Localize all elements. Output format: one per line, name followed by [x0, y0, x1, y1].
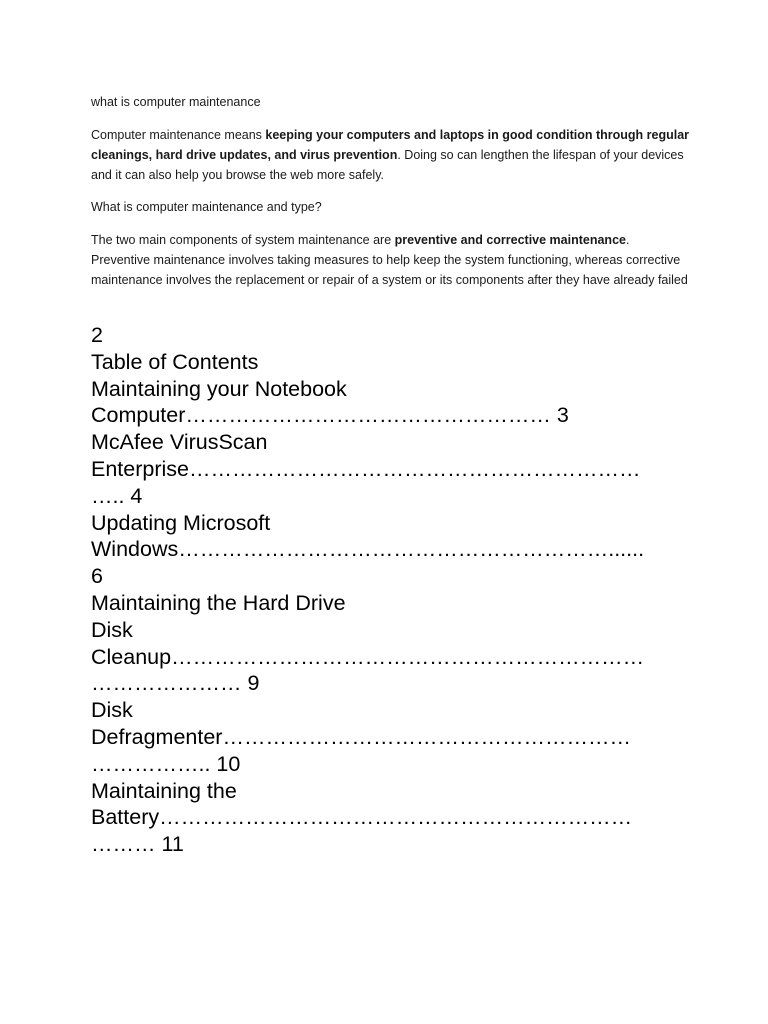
paragraph-2-bold: preventive and corrective maintenance	[394, 233, 626, 247]
toc-line: 2	[91, 323, 103, 347]
toc-line: Disk	[91, 617, 133, 642]
toc-line: Maintaining the	[91, 778, 237, 803]
toc-line: Cleanup…………………………………………………………	[91, 644, 645, 669]
toc-line: ………………… 9	[91, 671, 260, 696]
toc-line: Table of Contents	[91, 349, 259, 374]
paragraph-1-pre: Computer maintenance means	[91, 128, 266, 142]
question-2-text: What is computer maintenance and type?	[91, 200, 322, 214]
paragraph-1-bold: keeping your computers and laptops in good condition through regular cleanings, hard drive updates, and virus prevention	[91, 128, 690, 162]
toc-line: McAfee VirusScan	[91, 430, 268, 455]
toc-line: Updating Microsoft	[91, 510, 271, 535]
toc-line: Maintaining your Notebook	[91, 376, 347, 401]
table-of-contents	[91, 322, 691, 858]
toc-line: …………….. 10	[91, 751, 241, 776]
paragraph-2	[91, 230, 691, 290]
paragraph-2-pre: The two main components of system maintenance are	[91, 233, 395, 247]
toc-line: Defragmenter…………………………………………………	[91, 724, 631, 749]
toc-line: 6	[91, 564, 103, 589]
toc-line: ……… 11	[91, 832, 184, 857]
toc-line: ….. 4	[91, 483, 143, 508]
paragraph-2-post: . Preventive maintenance involves taking measures to help keep the system functioning, whereas corrective maintenance involves the replacement or repair of a system or its components after they have already failed	[91, 233, 688, 287]
toc-line: Disk	[91, 698, 133, 723]
question-heading-2	[91, 197, 691, 217]
toc-line: Maintaining the Hard Drive	[91, 590, 346, 615]
toc-line: Enterprise………………………………………………………	[91, 456, 641, 481]
question-heading-1	[91, 92, 691, 112]
toc-line: Battery…………………………………………………………	[91, 805, 633, 830]
question-1-text: what is computer maintenance	[91, 95, 261, 109]
toc-line: Windows……………………………………………………......	[91, 537, 645, 562]
toc-line: Computer…………………………………………… 3	[91, 403, 569, 428]
paragraph-1	[91, 125, 691, 185]
paragraph-1-post: . Doing so can lengthen the lifespan of your devices and it can also help you browse the web more safely.	[91, 148, 684, 182]
